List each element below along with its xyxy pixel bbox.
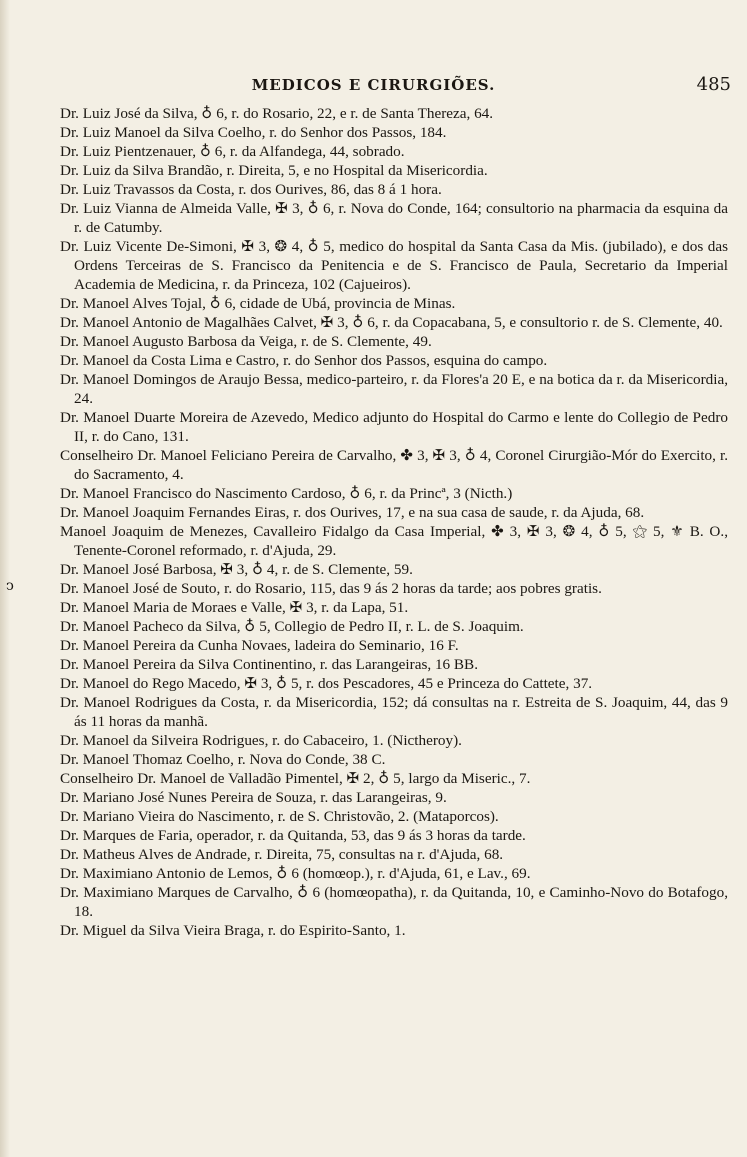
list-item: Dr. Luiz da Silva Brandão, r. Direita, 5, e no Hospital da Misericordia. [60,162,488,179]
list-item: Dr. Manoel Antonio de Magalhães Calvet, ✠ 3, ♁ 6, r. da Copacabana, 5, e consultorio r. de S. Clemente, 40. [60,314,723,331]
list-item: Dr. Luiz José da Silva, ♁ 6, r. do Rosario, 22, e r. de Santa Thereza, 64. [60,105,494,122]
page-number: 485 [696,74,731,95]
list-item: Dr. Maximiano Antonio de Lemos, ♁ 6 (homœop.), r. d'Ajuda, 61, e Lav., 69. [60,865,531,882]
list-item: Dr. Manoel Thomaz Coelho, r. Nova do Conde, 38 C. [60,751,386,768]
list-item: Dr. Manoel Francisco do Nascimento Cardoso, ♁ 6, r. da Princª, 3 (Nicth.) [60,485,513,502]
list-item: Dr. Manoel da Costa Lima e Castro, r. do Senhor dos Passos, esquina do campo. [60,352,548,369]
list-item: Dr. Luiz Vicente De-Simoni, ✠ 3, ❂ 4, ♁ 5, medico do hospital da Santa Casa da Mis. (jubilado), e dos das Ordens Terceiras de S. Francisco da Penitencia e de S. Francisco de Paula, Secretario da Imperial Academia de Medicina, r. da Princeza, 102 (Cajueiros). [60,238,728,293]
margin-mark: ↄ [6,578,14,594]
list-item: Dr. Manoel Domingos de Araujo Bessa, medico-parteiro, r. da Flores'a 20 E, e na botica da r. da Misericordia, 24. [60,371,728,407]
list-item: Dr. Mariano José Nunes Pereira de Souza, r. das Larangeiras, 9. [60,789,447,806]
list-item: Dr. Manoel Pereira da Silva Continentino, r. das Larangeiras, 16 BB. [60,656,478,673]
list-item: Dr. Luiz Manoel da Silva Coelho, r. do Senhor dos Passos, 184. [60,124,447,141]
list-item: Dr. Manoel Pacheco da Silva, ♁ 5, Collegio de Pedro II, r. L. de S. Joaquim. [60,618,524,635]
list-item: Dr. Manoel Maria de Moraes e Valle, ✠ 3, r. da Lapa, 51. [60,599,409,616]
list-item: Dr. Manoel Rodrigues da Costa, r. da Misericordia, 152; dá consultas na r. Estreita de S. Joaquim, 44, das 9 ás 11 horas da manhã. [60,694,728,730]
entry-list [60,104,728,1152]
list-item: Dr. Manoel Duarte Moreira de Azevedo, Medico adjunto do Hospital do Carmo e lente do Collegio de Pedro II, r. do Cano, 131. [60,409,728,445]
list-item: Dr. Manoel Alves Tojal, ♁ 6, cidade de Ubá, provincia de Minas. [60,295,456,312]
list-item: Dr. Luiz Travassos da Costa, r. dos Ourives, 86, das 8 á 1 hora. [60,181,442,198]
list-item: Dr. Maximiano Marques de Carvalho, ♁ 6 (homœopatha), r. da Quitanda, 10, e Caminho-Novo do Botafogo, 18. [60,884,728,920]
list-item: Dr. Manoel José de Souto, r. do Rosario, 115, das 9 ás 2 horas da tarde; aos pobres gratis. [60,580,602,597]
list-item: Dr. Manoel da Silveira Rodrigues, r. do Cabaceiro, 1. (Nictheroy). [60,732,462,749]
list-item: Dr. Manoel Pereira da Cunha Novaes, ladeira do Seminario, 16 F. [60,637,459,654]
list-item: Conselheiro Dr. Manoel Feliciano Pereira de Carvalho, ✤ 3, ✠ 3, ♁ 4, Coronel Cirurgião-Mór do Exercito, r. do Sacramento, 4. [60,447,728,483]
list-item: Dr. Luiz Vianna de Almeida Valle, ✠ 3, ♁ 6, r. Nova do Conde, 164; consultorio na pharmacia da esquina da r. de Catumby. [60,200,728,236]
list-item: Dr. Miguel da Silva Vieira Braga, r. do Espirito-Santo, 1. [60,922,406,939]
list-item: Dr. Manoel do Rego Macedo, ✠ 3, ♁ 5, r. dos Pescadores, 45 e Princeza do Cattete, 37. [60,675,593,692]
page-header [0,76,747,100]
list-item: Dr. Manoel Joaquim Fernandes Eiras, r. dos Ourives, 17, e na sua casa de saude, r. da Ajuda, 68. [60,504,645,521]
list-item: Conselheiro Dr. Manoel de Valladão Pimentel, ✠ 2, ♁ 5, largo da Miseric., 7. [60,770,531,787]
list-item: Manoel Joaquim de Menezes, Cavalleiro Fidalgo da Casa Imperial, ✤ 3, ✠ 3, ❂ 4, ♁ 5, ⚝ 5, ⚜ B. O., Tenente-Coronel reformado, r. d'Ajuda, 29. [60,523,728,559]
list-item: Dr. Matheus Alves de Andrade, r. Direita, 75, consultas na r. d'Ajuda, 68. [60,846,504,863]
list-item: Dr. Manoel Augusto Barbosa da Veiga, r. de S. Clemente, 49. [60,333,432,350]
list-item: Dr. Marques de Faria, operador, r. da Quitanda, 53, das 9 ás 3 horas da tarde. [60,827,526,844]
list-item: Dr. Manoel José Barbosa, ✠ 3, ♁ 4, r. de S. Clemente, 59. [60,561,413,578]
list-item: Dr. Luiz Pientzenauer, ♁ 6, r. da Alfandega, 44, sobrado. [60,143,405,160]
running-title: MEDICOS E CIRURGIÕES. [251,76,496,94]
list-item: Dr. Mariano Vieira do Nascimento, r. de S. Christovão, 2. (Mataporcos). [60,808,499,825]
